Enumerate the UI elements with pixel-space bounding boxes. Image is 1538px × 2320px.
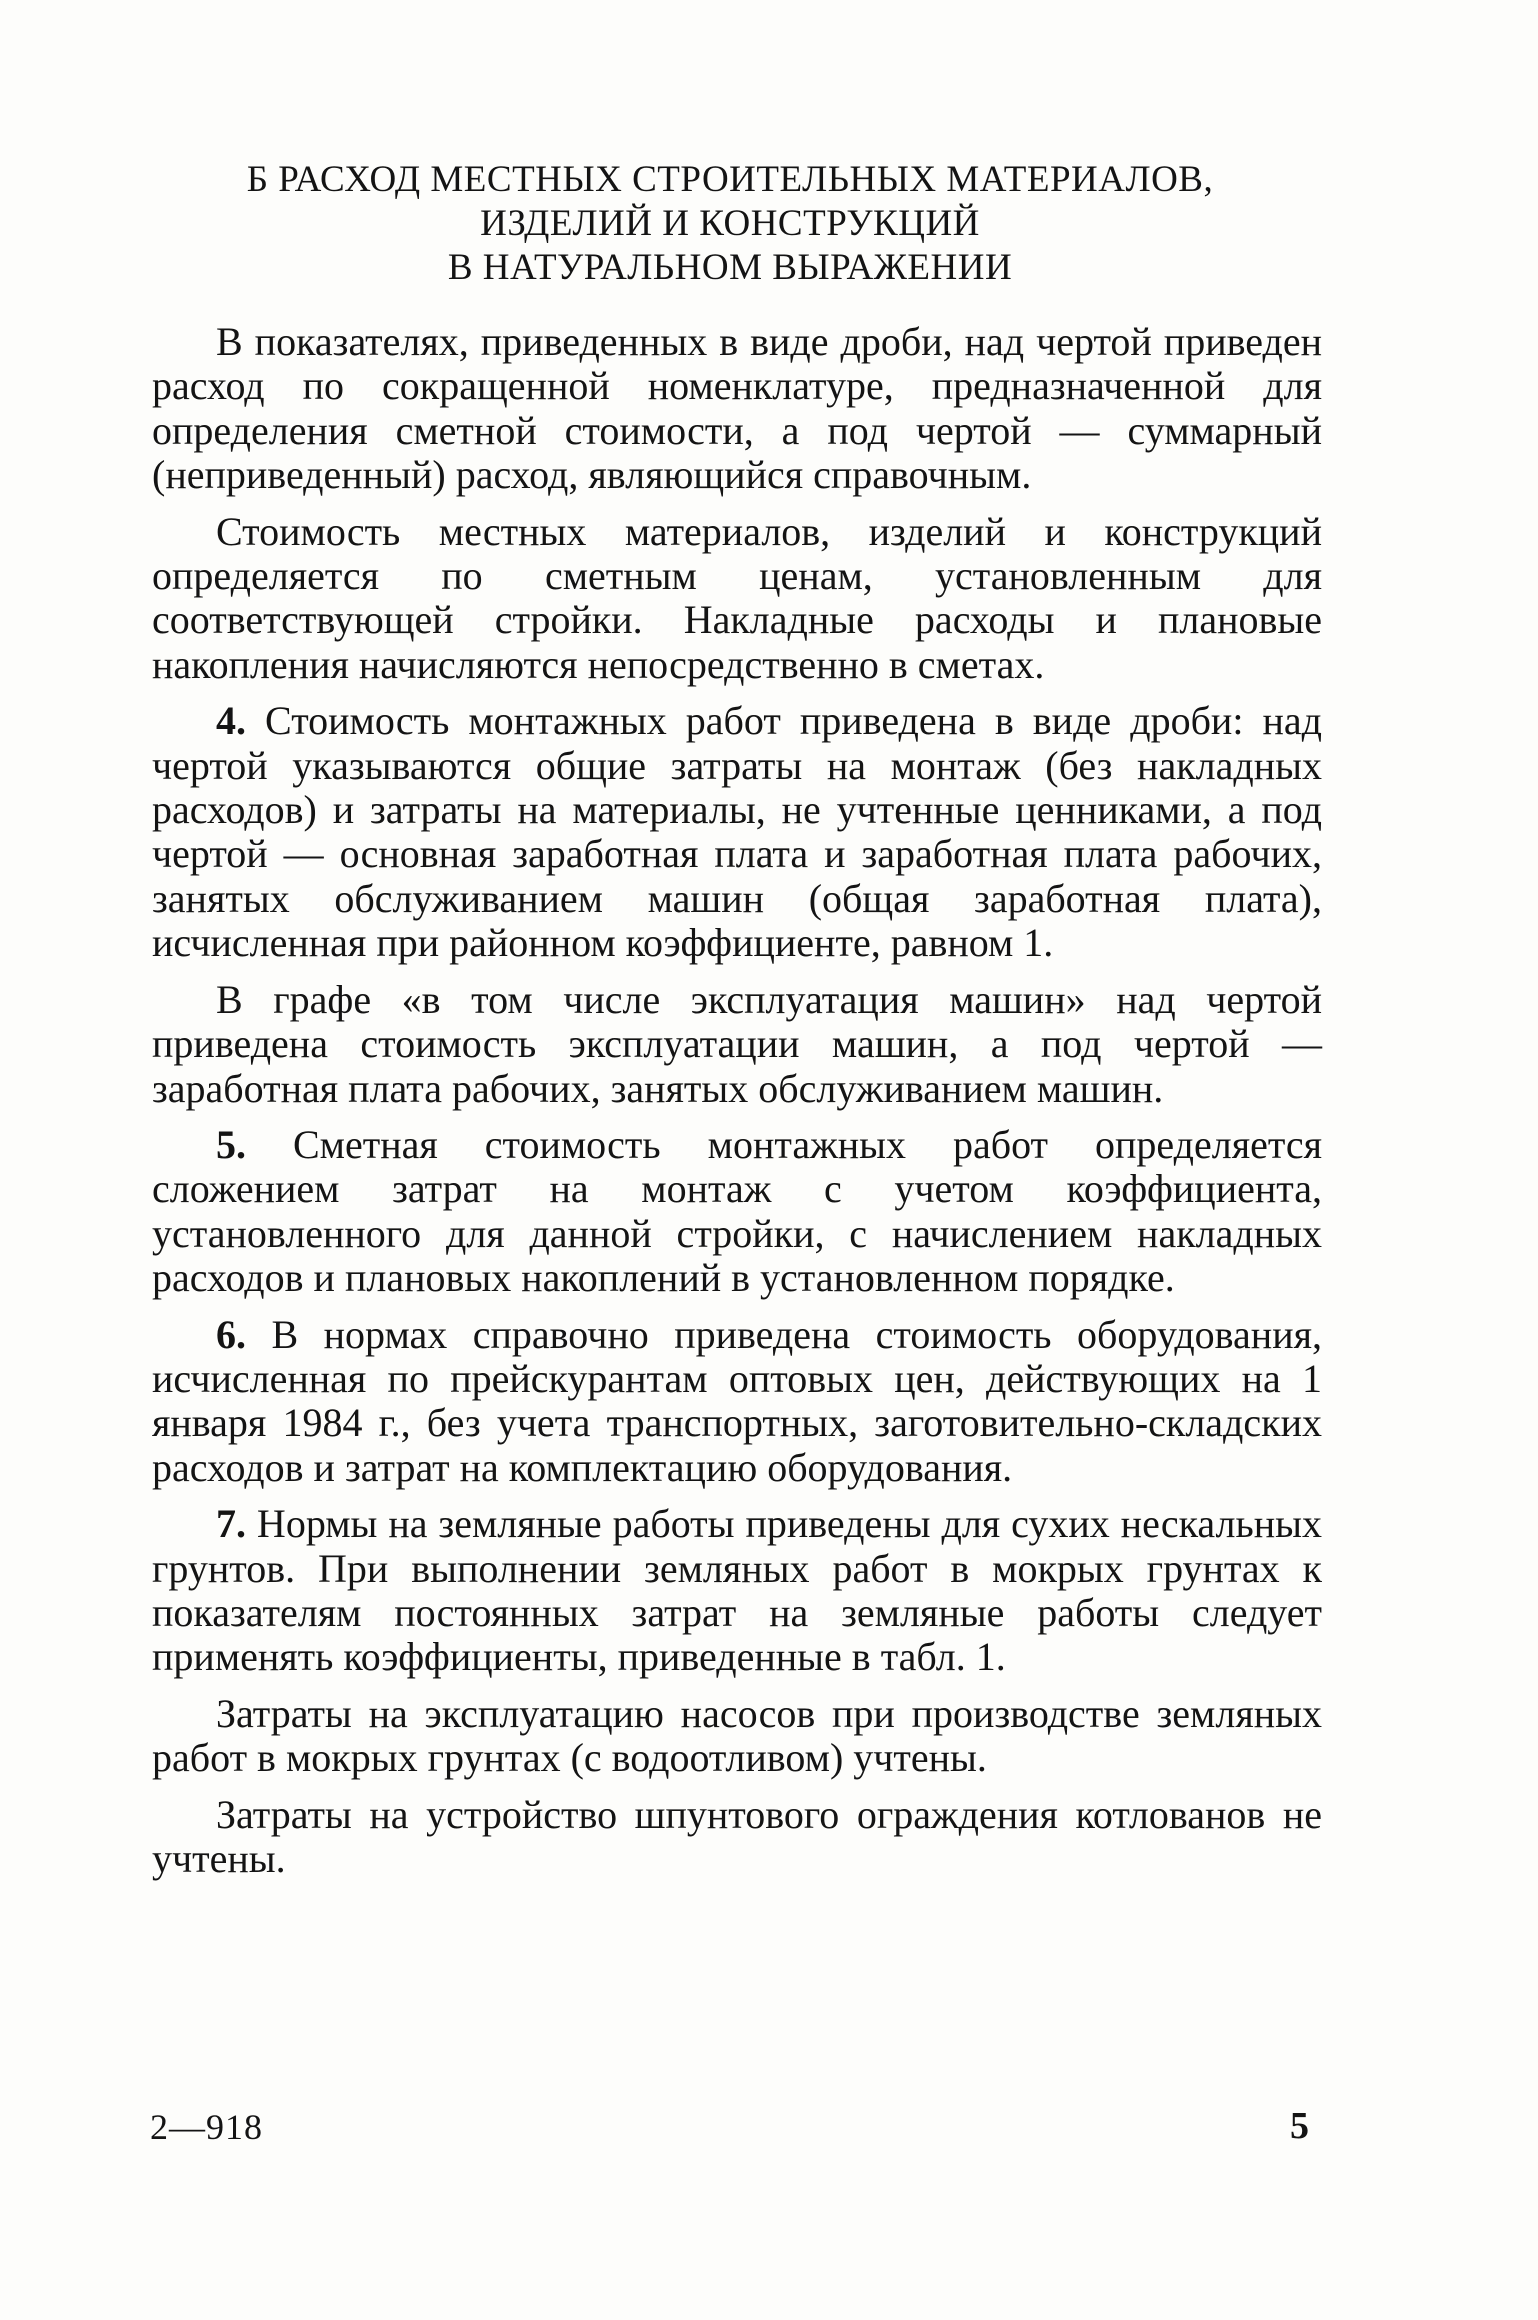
- paragraph: [152, 1502, 1322, 1680]
- heading-line: Б РАСХОД МЕСТНЫХ СТРОИТЕЛЬНЫХ МАТЕРИАЛОВ,: [246, 159, 1214, 200]
- page-number: 5: [1290, 2105, 1309, 2147]
- paragraph: [152, 320, 1322, 498]
- paragraph-text: В показателях, приведенных в виде дроби, над чертой приведен расход по сокращенной номенклатуре, предназначенной для определения сметной стоимости, а под чертой — суммарный (неприведенный) расход, являющийся справочным.: [152, 319, 1322, 498]
- section-heading: [150, 158, 1310, 290]
- paragraph: [152, 510, 1322, 688]
- paragraph-text: Нормы на земляные работы приведены для сухих нескальных грунтов. При выполнении земляных работ в мокрых грунтах к показателям постоянных затрат на земляные работы следует применять коэффициенты, приведенные в табл. 1.: [152, 1501, 1322, 1680]
- print-signature: 2—918: [150, 2107, 263, 2147]
- paragraph: [152, 699, 1322, 965]
- paragraph: [152, 1313, 1322, 1491]
- paragraph-number: 4.: [216, 698, 246, 744]
- paragraph: [152, 1793, 1322, 1882]
- paragraph-text: В графе «в том числе эксплуатация машин» над чертой приведена стоимость эксплуатации машин, а под чертой — заработная плата рабочих, занятых обслуживанием машин.: [152, 976, 1322, 1111]
- paragraph-text: Сметная стоимость монтажных работ определяется сложением затрат на монтаж с учетом коэффициента, установленного для данной стройки, с начислением накладных расходов и плановых накоплений в установленном порядке.: [152, 1121, 1322, 1301]
- paragraph-text: Стоимость монтажных работ приведена в виде дроби: над чертой указываются общие затраты на монтаж (без накладных расходов) и затраты на материалы, не учтенные ценниками, а под чертой — основная заработная плата и заработная плата рабочих, занятых обслуживанием машин (общая заработная плата), исчисленная при районном коэффициенте, равном 1.: [152, 698, 1322, 966]
- body-text: [152, 320, 1322, 1893]
- paragraph-number: 6.: [216, 1311, 246, 1357]
- heading-line: В НАТУРАЛЬНОМ ВЫРАЖЕНИИ: [447, 247, 1013, 288]
- paragraph-text: В нормах справочно приведена стоимость оборудования, исчисленная по прейскурантам оптовых цен, действующих на 1 января 1984 г., без учета транспортных, заготовительно-складских расходов и затрат на комплектацию оборудования.: [152, 1311, 1322, 1490]
- paragraph-number: 7.: [216, 1501, 246, 1547]
- paragraph: [152, 1123, 1322, 1301]
- paragraph: [152, 978, 1322, 1111]
- paragraph-text: Затраты на устройство шпунтового ограждения котлованов не учтены.: [152, 1791, 1322, 1881]
- heading-line: ИЗДЕЛИЙ И КОНСТРУКЦИЙ: [480, 203, 980, 244]
- paragraph-text: Стоимость местных материалов, изделий и конструкций определяется по сметным ценам, установленным для соответствующей стройки. Накладные расходы и плановые накопления начисляются непосредственно в сметах.: [152, 508, 1322, 687]
- paragraph-number: 5.: [216, 1121, 246, 1167]
- paragraph-text: Затраты на эксплуатацию насосов при производстве земляных работ в мокрых грунтах (с водоотливом) учтены.: [152, 1690, 1322, 1781]
- paragraph: [152, 1692, 1322, 1781]
